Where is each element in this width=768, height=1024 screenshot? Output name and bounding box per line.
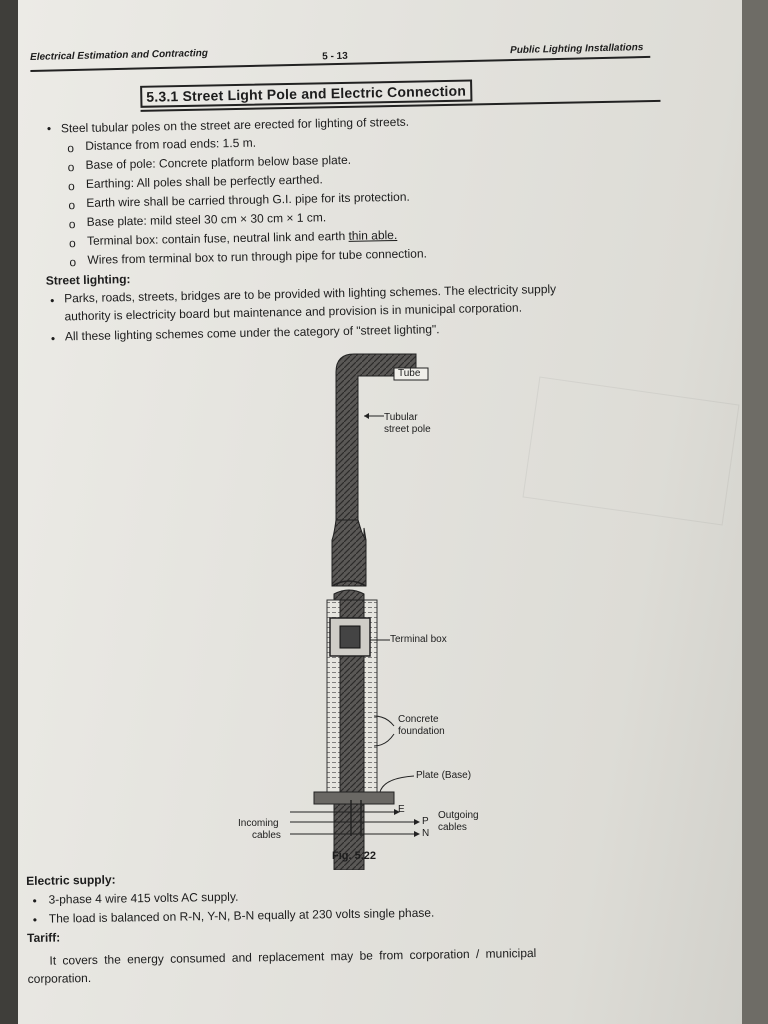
street-lighting-line-1: Parks, roads, streets, bridges are to be provided with lighting schemes. The electricity supply	[64, 281, 557, 306]
electric-supply-item-2: The load is balanced on R-N, Y-N, B-N equally at 230 volts single phase.	[48, 905, 435, 926]
page-header	[30, 38, 650, 72]
sub-bullet-marker: o	[67, 179, 75, 194]
electric-supply-heading: Electric supply:	[26, 872, 116, 888]
street-lighting-bullet-2: All these lighting schemes come under the category of "street lighting".	[64, 322, 440, 344]
sub-item-earthing: Earthing: All poles shall be perfectly earthed.	[85, 172, 323, 191]
street-lighting-heading: Street lighting:	[45, 272, 131, 288]
terminal-box-underlined: thin able.	[348, 227, 398, 243]
label-p: P	[422, 816, 429, 827]
sub-item-terminal-box	[87, 228, 397, 248]
label-incoming-2: cables	[252, 830, 281, 841]
bullet-dot: •	[46, 121, 52, 136]
street-lighting-line-2: authority is electricity board but maintenance and provision is in municipal corporation.	[64, 300, 523, 324]
background-right-edge	[742, 0, 768, 1024]
bullet-dot: •	[50, 331, 56, 346]
terminal-box-inner	[340, 626, 360, 648]
tariff-line-1: It covers the energy consumed and replacement may be from corporation / municipal	[49, 945, 537, 968]
label-tubular-2: street pole	[384, 424, 431, 435]
header-chapter-title: Public Lighting Installations	[509, 42, 644, 57]
header-book-title: Electrical Estimation and Contracting	[30, 47, 209, 63]
show-through-ghost	[522, 377, 739, 526]
intro-bullet: Steel tubular poles on the street are erected for lighting of streets.	[60, 114, 410, 136]
bullet-dot: •	[50, 293, 55, 308]
figure-caption: Fig. 5.22	[332, 850, 377, 862]
label-tube: Tube	[398, 368, 421, 379]
label-n: N	[422, 828, 430, 839]
bullet-dot: •	[32, 912, 38, 927]
label-outgoing-1: Outgoing	[438, 810, 479, 821]
sub-item-wires: Wires from terminal box to run through pipe for tube connection.	[87, 246, 428, 267]
main-content	[28, 69, 708, 346]
bullet-dot: •	[32, 893, 37, 908]
label-incoming-1: Incoming	[238, 818, 279, 829]
label-e: E	[398, 804, 405, 815]
sub-bullet-marker: o	[67, 141, 75, 156]
document-page	[18, 0, 742, 1024]
sub-item-base-plate: Base plate: mild steel 30 cm × 30 cm × 1 cm.	[86, 210, 327, 229]
label-tubular-1: Tubular	[384, 412, 418, 423]
tariff-line-2: corporation.	[27, 970, 92, 986]
terminal-box-text: Terminal box: contain fuse, neutral link and earth	[86, 228, 346, 248]
section-title: 5.3.1 Street Light Pole and Electric Connection	[140, 79, 472, 107]
sub-bullet-marker: o	[68, 198, 76, 213]
electric-supply-item-1: 3-phase 4 wire 415 volts AC supply.	[48, 889, 239, 907]
figure-street-pole	[218, 350, 518, 870]
sub-bullet-marker: o	[68, 217, 76, 232]
sub-bullet-marker: o	[68, 236, 76, 251]
label-outgoing-2: cables	[438, 822, 467, 833]
sub-bullet-marker: o	[67, 160, 75, 175]
leader-plate	[380, 776, 414, 792]
pole-diagram	[218, 350, 518, 870]
label-concrete-2: foundation	[398, 726, 445, 737]
sub-item-earth-wire: Earth wire shall be carried through G.I. pipe for its protection.	[86, 189, 410, 210]
sub-bullet-marker: o	[69, 255, 77, 270]
label-concrete-1: Concrete	[398, 714, 439, 725]
tariff-heading: Tariff:	[26, 930, 61, 945]
label-plate: Plate (Base)	[416, 770, 472, 781]
sub-item-distance: Distance from road ends: 1.5 m.	[85, 135, 257, 153]
sub-item-base: Base of pole: Concrete platform below base plate.	[85, 152, 352, 172]
pole-mid-section	[332, 520, 366, 586]
header-page-number: 5 - 13	[322, 50, 348, 63]
label-terminal-box: Terminal box	[390, 634, 447, 645]
base-plate	[314, 792, 394, 804]
